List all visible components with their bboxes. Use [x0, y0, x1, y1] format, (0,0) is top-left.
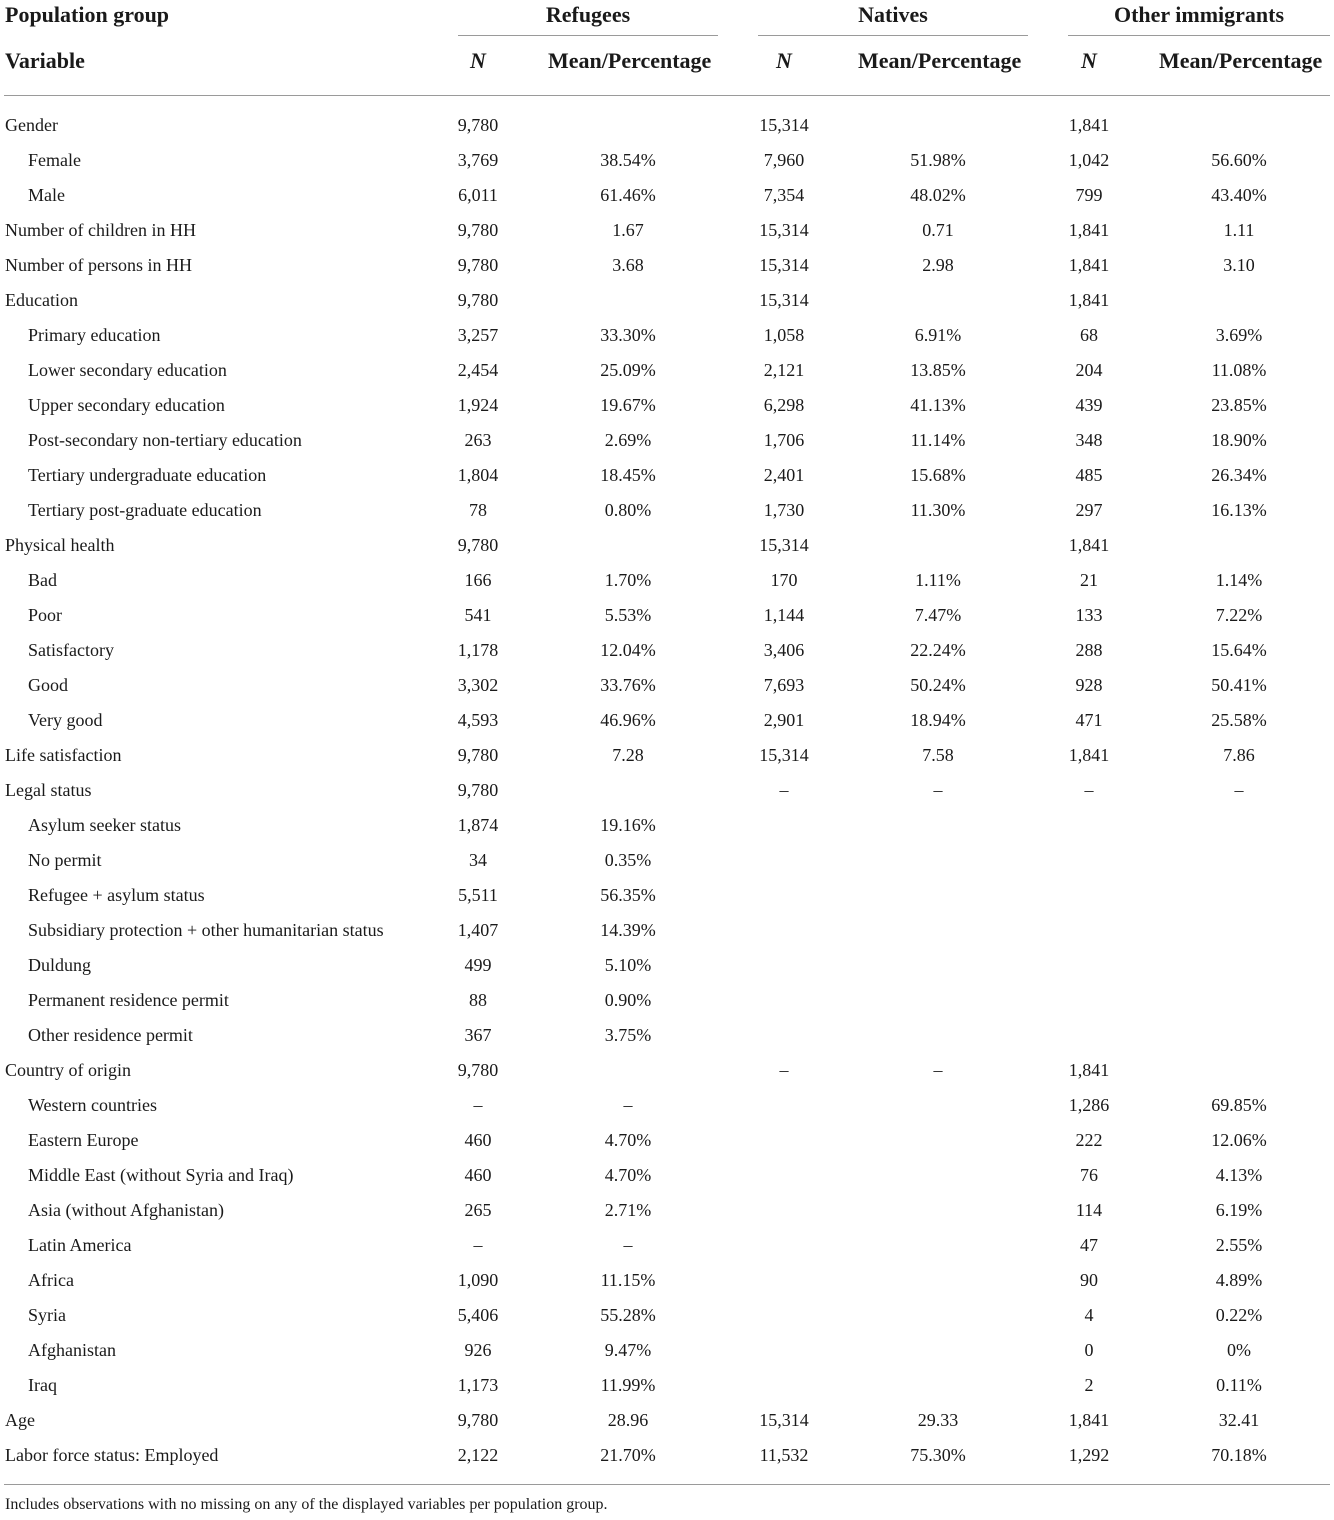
cell-natives-n: 2,401 [763, 465, 805, 485]
cell-refugees-n: 1,874 [457, 815, 499, 835]
table-row [0, 353, 1334, 388]
cell-natives-n: 6,298 [763, 395, 805, 415]
cell-refugees-mean: 33.30% [600, 325, 656, 345]
cell-other-immigrants-mean: 56.60% [1211, 150, 1267, 170]
cell-other-immigrants-mean: 1.11 [1223, 220, 1255, 240]
cell-other-immigrants-mean: 0% [1227, 1340, 1251, 1360]
cell-natives-n: 15,314 [759, 290, 809, 310]
cell-other-immigrants-n: 1,841 [1068, 115, 1110, 135]
cell-refugees-mean: 19.67% [600, 395, 656, 415]
cell-other-immigrants-mean: 69.85% [1211, 1095, 1267, 1115]
cell-natives-mean: 11.14% [910, 430, 966, 450]
cell-refugees-n: 1,090 [457, 1270, 499, 1290]
cell-refugees-n: 926 [464, 1340, 492, 1360]
cell-other-immigrants-n: 1,841 [1068, 535, 1110, 555]
cell-other-immigrants-mean: 3.10 [1223, 255, 1255, 275]
row-label: Africa [28, 1270, 74, 1290]
row-label: Gender [5, 115, 58, 135]
cell-other-immigrants-n: 21 [1080, 570, 1098, 590]
cell-other-immigrants-n: 288 [1075, 640, 1103, 660]
cell-refugees-n: 3,769 [457, 150, 499, 170]
cell-refugees-mean: 11.15% [600, 1270, 656, 1290]
table-row [0, 283, 1334, 318]
cell-refugees-mean: 4.70% [604, 1165, 652, 1185]
cell-refugees-mean: – [623, 1235, 633, 1255]
table-row [0, 1438, 1334, 1473]
cell-natives-n: – [779, 1060, 789, 1080]
table-row [0, 983, 1334, 1018]
table-row [0, 178, 1334, 213]
cell-natives-n: 7,693 [763, 675, 805, 695]
row-label: Tertiary post-graduate education [28, 500, 262, 520]
cell-other-immigrants-mean: 16.13% [1211, 500, 1267, 520]
table-row [0, 528, 1334, 563]
cell-natives-n: – [779, 780, 789, 800]
cell-other-immigrants-n: 133 [1075, 605, 1103, 625]
row-label: Physical health [5, 535, 115, 555]
table-row [0, 1123, 1334, 1158]
cell-other-immigrants-mean: 15.64% [1211, 640, 1267, 660]
group-underline-natives [758, 35, 1028, 36]
row-label: Post-secondary non-tertiary education [28, 430, 302, 450]
cell-other-immigrants-n: 2 [1084, 1375, 1094, 1395]
cell-refugees-mean: 38.54% [600, 150, 656, 170]
cell-natives-mean: 0.71 [922, 220, 954, 240]
cell-other-immigrants-mean: 6.19% [1215, 1200, 1263, 1220]
row-label: Asia (without Afghanistan) [28, 1200, 224, 1220]
cell-refugees-mean: 28.96 [607, 1410, 649, 1430]
table-row [0, 318, 1334, 353]
table-row [0, 1403, 1334, 1438]
cell-other-immigrants-n: 799 [1075, 185, 1103, 205]
group-underline-other-immigrants [1068, 35, 1330, 36]
table-row [0, 458, 1334, 493]
cell-refugees-n: 1,804 [457, 465, 499, 485]
cell-natives-n: 15,314 [759, 535, 809, 555]
row-label: No permit [28, 850, 102, 870]
header-rule [4, 95, 1330, 96]
cell-other-immigrants-n: 204 [1075, 360, 1103, 380]
cell-refugees-n: 541 [464, 605, 492, 625]
cell-other-immigrants-n: 1,841 [1068, 290, 1110, 310]
cell-refugees-n: 34 [469, 850, 487, 870]
cell-refugees-mean: 12.04% [600, 640, 656, 660]
cell-refugees-n: 9,780 [457, 255, 499, 275]
table-row [0, 1018, 1334, 1053]
cell-natives-mean: 51.98% [910, 150, 966, 170]
mean-header-natives: Mean/Percentage [858, 48, 1022, 73]
cell-refugees-n: 166 [464, 570, 492, 590]
cell-other-immigrants-n: 4 [1084, 1305, 1094, 1325]
cell-refugees-mean: 19.16% [600, 815, 656, 835]
cell-other-immigrants-n: 1,841 [1068, 1060, 1110, 1080]
table-row [0, 213, 1334, 248]
cell-natives-n: 1,730 [763, 500, 805, 520]
cell-natives-mean: 75.30% [910, 1445, 966, 1465]
table-row [0, 913, 1334, 948]
row-label: Tertiary undergraduate education [28, 465, 267, 485]
row-label: Very good [28, 710, 103, 730]
cell-refugees-mean: 0.35% [604, 850, 652, 870]
row-label: Permanent residence permit [28, 990, 229, 1010]
cell-natives-n: 3,406 [763, 640, 805, 660]
cell-refugees-n: 1,178 [457, 640, 499, 660]
population-group-header: Population group [5, 2, 170, 27]
cell-natives-mean: 50.24% [910, 675, 966, 695]
cell-refugees-mean: 3.68 [612, 255, 644, 275]
table-row [0, 143, 1334, 178]
cell-natives-n: 1,706 [763, 430, 805, 450]
table-row [0, 108, 1334, 143]
cell-other-immigrants-mean: 0.22% [1215, 1305, 1263, 1325]
cell-other-immigrants-n: – [1084, 780, 1094, 800]
cell-refugees-mean: 46.96% [600, 710, 656, 730]
cell-refugees-n: 3,257 [457, 325, 499, 345]
cell-refugees-n: 9,780 [457, 1060, 499, 1080]
cell-refugees-mean: 5.10% [604, 955, 652, 975]
row-label: Bad [28, 570, 57, 590]
row-label: Country of origin [5, 1060, 131, 1080]
table-row [0, 948, 1334, 983]
cell-other-immigrants-mean: – [1234, 780, 1244, 800]
cell-refugees-n: 499 [464, 955, 492, 975]
cell-other-immigrants-mean: 23.85% [1211, 395, 1267, 415]
table-row [0, 1368, 1334, 1403]
cell-natives-mean: 7.47% [914, 605, 962, 625]
n-header-refugees: N [470, 48, 486, 73]
cell-natives-mean: 15.68% [910, 465, 966, 485]
row-label: Asylum seeker status [28, 815, 181, 835]
cell-natives-mean: 2.98 [922, 255, 954, 275]
cell-other-immigrants-n: 1,042 [1068, 150, 1110, 170]
cell-refugees-n: 1,924 [457, 395, 499, 415]
cell-natives-n: 2,901 [763, 710, 805, 730]
cell-refugees-n: 1,173 [457, 1375, 499, 1395]
cell-refugees-n: 9,780 [457, 535, 499, 555]
cell-other-immigrants-mean: 2.55% [1215, 1235, 1263, 1255]
cell-natives-n: 1,058 [763, 325, 805, 345]
cell-other-immigrants-n: 114 [1075, 1200, 1103, 1220]
row-label: Eastern Europe [28, 1130, 139, 1150]
group-header-refugees: Refugees [545, 2, 631, 27]
cell-other-immigrants-mean: 0.11% [1216, 1375, 1262, 1395]
cell-refugees-mean: 7.28 [612, 745, 644, 765]
row-label: Refugee + asylum status [28, 885, 205, 905]
cell-refugees-n: – [473, 1095, 483, 1115]
cell-other-immigrants-n: 222 [1075, 1130, 1103, 1150]
cell-refugees-mean: 9.47% [604, 1340, 652, 1360]
table-row [0, 843, 1334, 878]
row-label: Satisfactory [28, 640, 114, 660]
cell-refugees-mean: 2.71% [604, 1200, 652, 1220]
table-row [0, 703, 1334, 738]
cell-natives-n: 11,532 [759, 1445, 809, 1465]
cell-natives-n: 15,314 [759, 115, 809, 135]
row-label: Duldung [28, 955, 91, 975]
cell-refugees-mean: 55.28% [600, 1305, 656, 1325]
cell-refugees-n: 6,011 [458, 185, 498, 205]
cell-natives-n: 15,314 [759, 220, 809, 240]
row-label: Number of children in HH [5, 220, 196, 240]
cell-other-immigrants-mean: 1.14% [1215, 570, 1263, 590]
row-label: Lower secondary education [28, 360, 227, 380]
cell-refugees-mean: 0.90% [604, 990, 652, 1010]
table-row [0, 248, 1334, 283]
n-header-other-immigrants: N [1081, 48, 1097, 73]
cell-natives-mean: 22.24% [910, 640, 966, 660]
cell-refugees-n: 2,122 [457, 1445, 499, 1465]
table-row [0, 738, 1334, 773]
cell-other-immigrants-n: 485 [1075, 465, 1103, 485]
cell-other-immigrants-mean: 4.13% [1215, 1165, 1263, 1185]
row-label: Middle East (without Syria and Iraq) [28, 1165, 294, 1185]
table-row [0, 1298, 1334, 1333]
row-label: Age [5, 1410, 35, 1430]
cell-other-immigrants-n: 348 [1075, 430, 1103, 450]
cell-refugees-mean: 11.99% [600, 1375, 656, 1395]
cell-natives-mean: 11.30% [910, 500, 966, 520]
table-row [0, 808, 1334, 843]
cell-refugees-n: 1,407 [457, 920, 499, 940]
cell-refugees-n: 460 [464, 1165, 492, 1185]
cell-refugees-n: 5,406 [457, 1305, 499, 1325]
cell-refugees-mean: 2.69% [604, 430, 652, 450]
cell-other-immigrants-n: 90 [1080, 1270, 1098, 1290]
cell-natives-n: 1,144 [763, 605, 805, 625]
cell-refugees-n: 78 [469, 500, 487, 520]
table-row [0, 633, 1334, 668]
cell-refugees-mean: 18.45% [600, 465, 656, 485]
cell-other-immigrants-n: 1,841 [1068, 255, 1110, 275]
cell-other-immigrants-mean: 32.41 [1218, 1410, 1260, 1430]
cell-natives-mean: 13.85% [910, 360, 966, 380]
cell-refugees-n: – [473, 1235, 483, 1255]
cell-natives-mean: 41.13% [910, 395, 966, 415]
cell-natives-mean: 29.33 [917, 1410, 959, 1430]
cell-other-immigrants-n: 76 [1080, 1165, 1098, 1185]
cell-natives-mean: – [933, 1060, 943, 1080]
cell-other-immigrants-mean: 4.89% [1215, 1270, 1263, 1290]
cell-other-immigrants-mean: 50.41% [1211, 675, 1267, 695]
cell-other-immigrants-n: 439 [1075, 395, 1103, 415]
cell-other-immigrants-n: 297 [1075, 500, 1103, 520]
cell-refugees-n: 460 [464, 1130, 492, 1150]
row-label: Other residence permit [28, 1025, 193, 1045]
footer-rule [4, 1484, 1330, 1485]
cell-natives-mean: 7.58 [922, 745, 954, 765]
row-label: Education [5, 290, 78, 310]
cell-natives-mean: – [933, 780, 943, 800]
table-row [0, 423, 1334, 458]
cell-refugees-mean: 1.67 [612, 220, 644, 240]
cell-other-immigrants-mean: 26.34% [1211, 465, 1267, 485]
cell-other-immigrants-n: 68 [1080, 325, 1098, 345]
table-row [0, 1053, 1334, 1088]
cell-other-immigrants-n: 0 [1084, 1340, 1094, 1360]
group-header-other-immigrants: Other immigrants [1113, 2, 1285, 27]
cell-other-immigrants-mean: 3.69% [1215, 325, 1263, 345]
cell-refugees-mean: 14.39% [600, 920, 656, 940]
mean-header-refugees: Mean/Percentage [548, 48, 712, 73]
table-row [0, 1088, 1334, 1123]
row-label: Afghanistan [28, 1340, 116, 1360]
cell-other-immigrants-n: 1,841 [1068, 745, 1110, 765]
cell-refugees-n: 9,780 [457, 745, 499, 765]
row-label: Syria [28, 1305, 66, 1325]
cell-refugees-mean: 0.80% [604, 500, 652, 520]
row-label: Legal status [5, 780, 92, 800]
row-label: Poor [28, 605, 63, 625]
cell-refugees-n: 263 [464, 430, 492, 450]
cell-natives-mean: 1.11% [915, 570, 961, 590]
cell-refugees-mean: 3.75% [604, 1025, 652, 1045]
cell-natives-mean: 6.91% [914, 325, 962, 345]
cell-refugees-mean: 56.35% [600, 885, 656, 905]
cell-refugees-mean: – [623, 1095, 633, 1115]
table-row [0, 1193, 1334, 1228]
cell-refugees-n: 9,780 [457, 220, 499, 240]
cell-natives-n: 2,121 [763, 360, 805, 380]
table-row [0, 1158, 1334, 1193]
cell-refugees-mean: 33.76% [600, 675, 656, 695]
cell-natives-n: 15,314 [759, 745, 809, 765]
n-header-natives: N [776, 48, 792, 73]
cell-refugees-mean: 4.70% [604, 1130, 652, 1150]
cell-other-immigrants-mean: 11.08% [1211, 360, 1267, 380]
cell-refugees-n: 3,302 [457, 675, 499, 695]
cell-other-immigrants-mean: 70.18% [1211, 1445, 1267, 1465]
cell-other-immigrants-n: 928 [1075, 675, 1103, 695]
cell-refugees-mean: 25.09% [600, 360, 656, 380]
cell-refugees-n: 88 [469, 990, 487, 1010]
cell-refugees-mean: 61.46% [600, 185, 656, 205]
cell-other-immigrants-mean: 12.06% [1211, 1130, 1267, 1150]
cell-natives-mean: 18.94% [910, 710, 966, 730]
row-label: Primary education [28, 325, 161, 345]
cell-natives-mean: 48.02% [910, 185, 966, 205]
row-label: Male [28, 185, 65, 205]
table-row [0, 388, 1334, 423]
row-label: Subsidiary protection + other humanitarian status [28, 920, 384, 940]
table-footnote: Includes observations with no missing on any of the displayed variables per population group. [5, 1496, 608, 1513]
cell-natives-n: 170 [770, 570, 798, 590]
cell-refugees-n: 9,780 [457, 290, 499, 310]
group-header-natives: Natives [858, 2, 928, 27]
variable-header: Variable [5, 48, 85, 73]
cell-refugees-n: 9,780 [457, 780, 499, 800]
cell-natives-n: 7,960 [763, 150, 805, 170]
cell-other-immigrants-n: 47 [1080, 1235, 1098, 1255]
table-row [0, 493, 1334, 528]
cell-other-immigrants-mean: 7.22% [1215, 605, 1263, 625]
cell-other-immigrants-n: 1,841 [1068, 220, 1110, 240]
table-row [0, 1228, 1334, 1263]
cell-other-immigrants-n: 1,286 [1068, 1095, 1110, 1115]
table-row [0, 878, 1334, 913]
cell-other-immigrants-n: 1,841 [1068, 1410, 1110, 1430]
cell-refugees-mean: 5.53% [604, 605, 652, 625]
cell-refugees-mean: 1.70% [604, 570, 652, 590]
cell-natives-n: 15,314 [759, 1410, 809, 1430]
cell-refugees-n: 2,454 [457, 360, 499, 380]
cell-other-immigrants-mean: 25.58% [1211, 710, 1267, 730]
cell-other-immigrants-n: 1,292 [1068, 1445, 1110, 1465]
table-row [0, 1263, 1334, 1298]
row-label: Latin America [28, 1235, 132, 1255]
cell-natives-n: 7,354 [763, 185, 805, 205]
row-label: Life satisfaction [5, 745, 122, 765]
mean-header-other-immigrants: Mean/Percentage [1159, 48, 1323, 73]
cell-other-immigrants-mean: 43.40% [1211, 185, 1267, 205]
cell-refugees-n: 4,593 [457, 710, 499, 730]
cell-refugees-n: 9,780 [457, 1410, 499, 1430]
table-row [0, 563, 1334, 598]
table-row [0, 773, 1334, 808]
cell-refugees-n: 265 [464, 1200, 492, 1220]
row-label: Good [28, 675, 68, 695]
cell-natives-n: 15,314 [759, 255, 809, 275]
row-label: Iraq [28, 1375, 57, 1395]
cell-refugees-n: 5,511 [458, 885, 498, 905]
row-label: Upper secondary education [28, 395, 225, 415]
table-row [0, 598, 1334, 633]
cell-refugees-n: 367 [464, 1025, 492, 1045]
cell-other-immigrants-mean: 7.86 [1223, 745, 1255, 765]
table-body [0, 108, 1334, 1473]
row-label: Western countries [28, 1095, 158, 1115]
row-label: Number of persons in HH [5, 255, 192, 275]
row-label: Labor force status: Employed [5, 1445, 219, 1465]
row-label: Female [28, 150, 81, 170]
group-underline-refugees [458, 35, 718, 36]
cell-refugees-n: 9,780 [457, 115, 499, 135]
cell-other-immigrants-n: 471 [1075, 710, 1103, 730]
table-row [0, 668, 1334, 703]
cell-other-immigrants-mean: 18.90% [1211, 430, 1267, 450]
table-row [0, 1333, 1334, 1368]
cell-refugees-mean: 21.70% [600, 1445, 656, 1465]
